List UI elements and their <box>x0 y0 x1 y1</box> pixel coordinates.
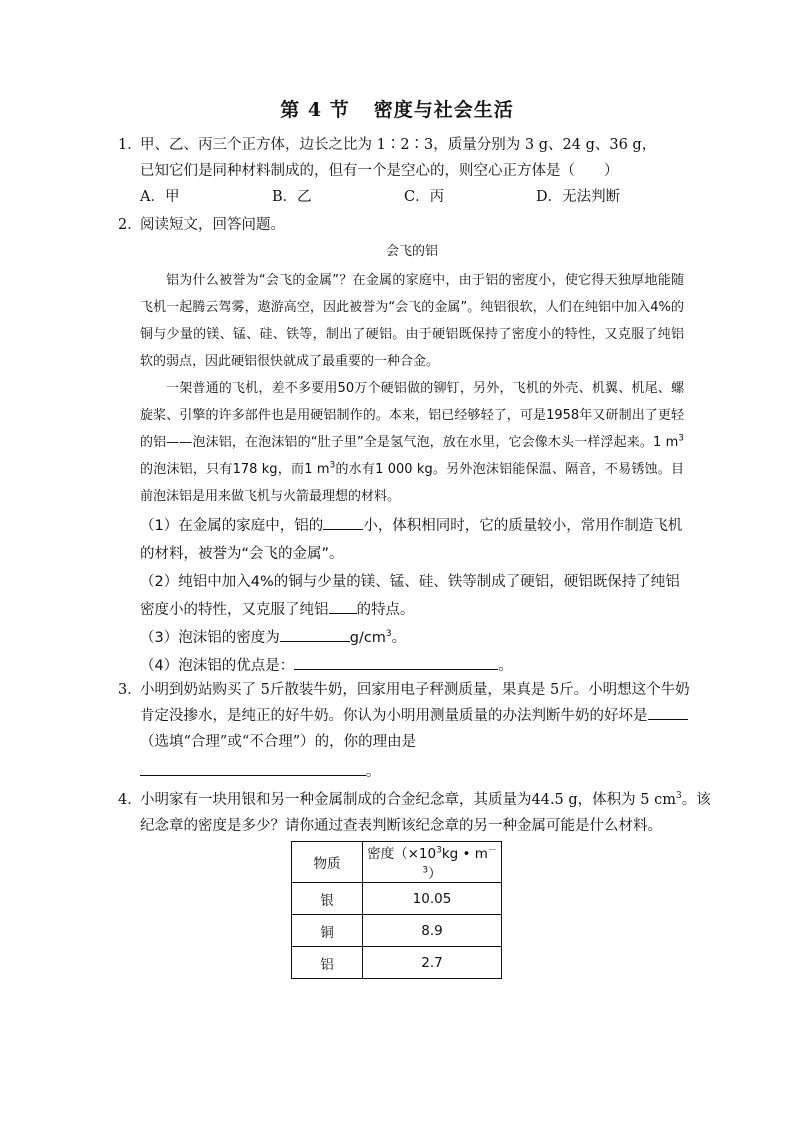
material-cell: 银 <box>292 883 363 915</box>
answer-options <box>140 184 688 210</box>
header-material: 物质 <box>292 842 363 883</box>
question-number: 3． <box>118 682 142 698</box>
reading-passage <box>140 238 684 510</box>
reading-title: 会飞的铝 <box>385 244 438 259</box>
option-d[interactable]: D．无法判断 <box>536 189 621 205</box>
question-text: 小明到奶站购买了 5斤散装牛奶，回家用电子秤测质量，果真是 5斤。小明想这个牛奶 <box>140 682 690 698</box>
answer-blank[interactable] <box>323 515 363 530</box>
header-density: 密度（$\times 10^3kg$ • $m^{-3}$） <box>363 842 502 883</box>
answer-blank[interactable] <box>280 627 350 642</box>
answer-blank[interactable] <box>140 761 366 776</box>
question-text: 纪念章的密度是多少？请你通过查表判断该纪念章的另一种金属可能是什么材料。 <box>140 818 662 834</box>
answer-line: 。 <box>140 759 688 785</box>
question-3 <box>118 677 688 785</box>
sub-question-3: （3）泡沫铝的密度为 $g/cm^3$。 <box>140 624 688 652</box>
sub-question-4: （4）泡沫铝的优点是： 。 <box>140 652 688 680</box>
density-cell: 8.9 <box>363 915 502 947</box>
table-row <box>292 915 502 947</box>
section-number: 第 4 节 <box>280 99 350 121</box>
sub-questions <box>140 512 688 680</box>
table-header-row <box>292 842 502 883</box>
question-text: 阅读短文，回答问题。 <box>140 217 285 233</box>
answer-blank[interactable] <box>294 655 498 670</box>
question-number: 2． <box>118 217 142 233</box>
option-a[interactable]: A．甲 <box>140 189 180 205</box>
table-row <box>292 883 502 915</box>
question-text: 小明家有一块用银和另一种金属制成的合金纪念章，其质量为44.5 g，体积为 5 $cm^3$。该 <box>140 791 711 808</box>
density-cell: 10.05 <box>363 883 502 915</box>
question-text: 肯定没掺水，是纯正的好牛奶。你认为小明用测量质量的办法判断牛奶的好坏是 <box>140 703 688 729</box>
table-row <box>292 947 502 979</box>
question-1 <box>118 132 688 210</box>
question-text: （选填“合理”或“不合理”）的，你的理由是 <box>140 734 417 750</box>
reading-paragraph-2: 一架普通的飞机，差不多要用50万个硬铝做的铆钉，另外，飞机的外壳、机翼、机尾、螺旋桨、引擎的许多部件也是用硬铝制作的。本来，铝已经够轻了，可是1958年又研制出了更轻的铝——泡沫铝，在泡沫铝的“肚子里”全是氢气泡，放在水里，它会像木头一样浮起来。1 $m^3$的泡沫铝，只有178 kg，而1 $m^3$的水有1 000 kg。另外泡沫铝能保温、隔音，不易锈蚀。目前泡沫铝是用来做飞机与火箭最理想的材料。 <box>140 381 684 504</box>
question-4 <box>118 787 711 839</box>
question-2 <box>118 212 688 238</box>
material-cell: 铜 <box>292 915 363 947</box>
option-c[interactable]: C．丙 <box>404 189 445 205</box>
density-table <box>291 841 502 979</box>
page-title <box>0 95 794 122</box>
section-name: 密度与社会生活 <box>373 99 514 121</box>
answer-blank[interactable] <box>648 705 688 720</box>
question-number: 4． <box>118 792 142 808</box>
option-b[interactable]: B．乙 <box>272 189 312 205</box>
material-cell: 铝 <box>292 947 363 979</box>
sub-question-2: （2）纯铝中加入4%的铜与少量的镁、锰、硅、铁等制成了硬铝，硬铝既保持了纯铝密度小的特性，又克服了纯铝 的特点。 <box>140 574 680 618</box>
density-cell: 2.7 <box>363 947 502 979</box>
sub-question-1: （1）在金属的家庭中，铝的 小，体积相同时，它的质量较小，常用作制造飞机的材料，被誉为“会飞的金属”。 <box>140 512 688 568</box>
reading-paragraph-1: 铝为什么被誉为“会飞的金属”？在金属的家庭中，由于铝的密度小，使它得天独厚地能随飞机一起腾云驾雾，遨游高空，因此被誉为“会飞的金属”。纯铝很软，人们在纯铝中加入4%的铜与少量的镁、锰、硅、铁等，制出了硬铝。由于硬铝既保持了密度小的特性，又克服了纯铝软的弱点，因此硬铝很快就成了最重要的一种合金。 <box>140 273 684 369</box>
question-text: 甲、乙、丙三个正方体，边长之比为 1∶2∶3，质量分别为 3 g、24 g、36 g， <box>140 137 657 153</box>
answer-blank[interactable] <box>329 599 357 614</box>
question-number: 1． <box>118 137 142 153</box>
question-text: 已知它们是同种材料制成的，但有一个是空心的，则空心正方体是（ ） <box>140 163 619 179</box>
